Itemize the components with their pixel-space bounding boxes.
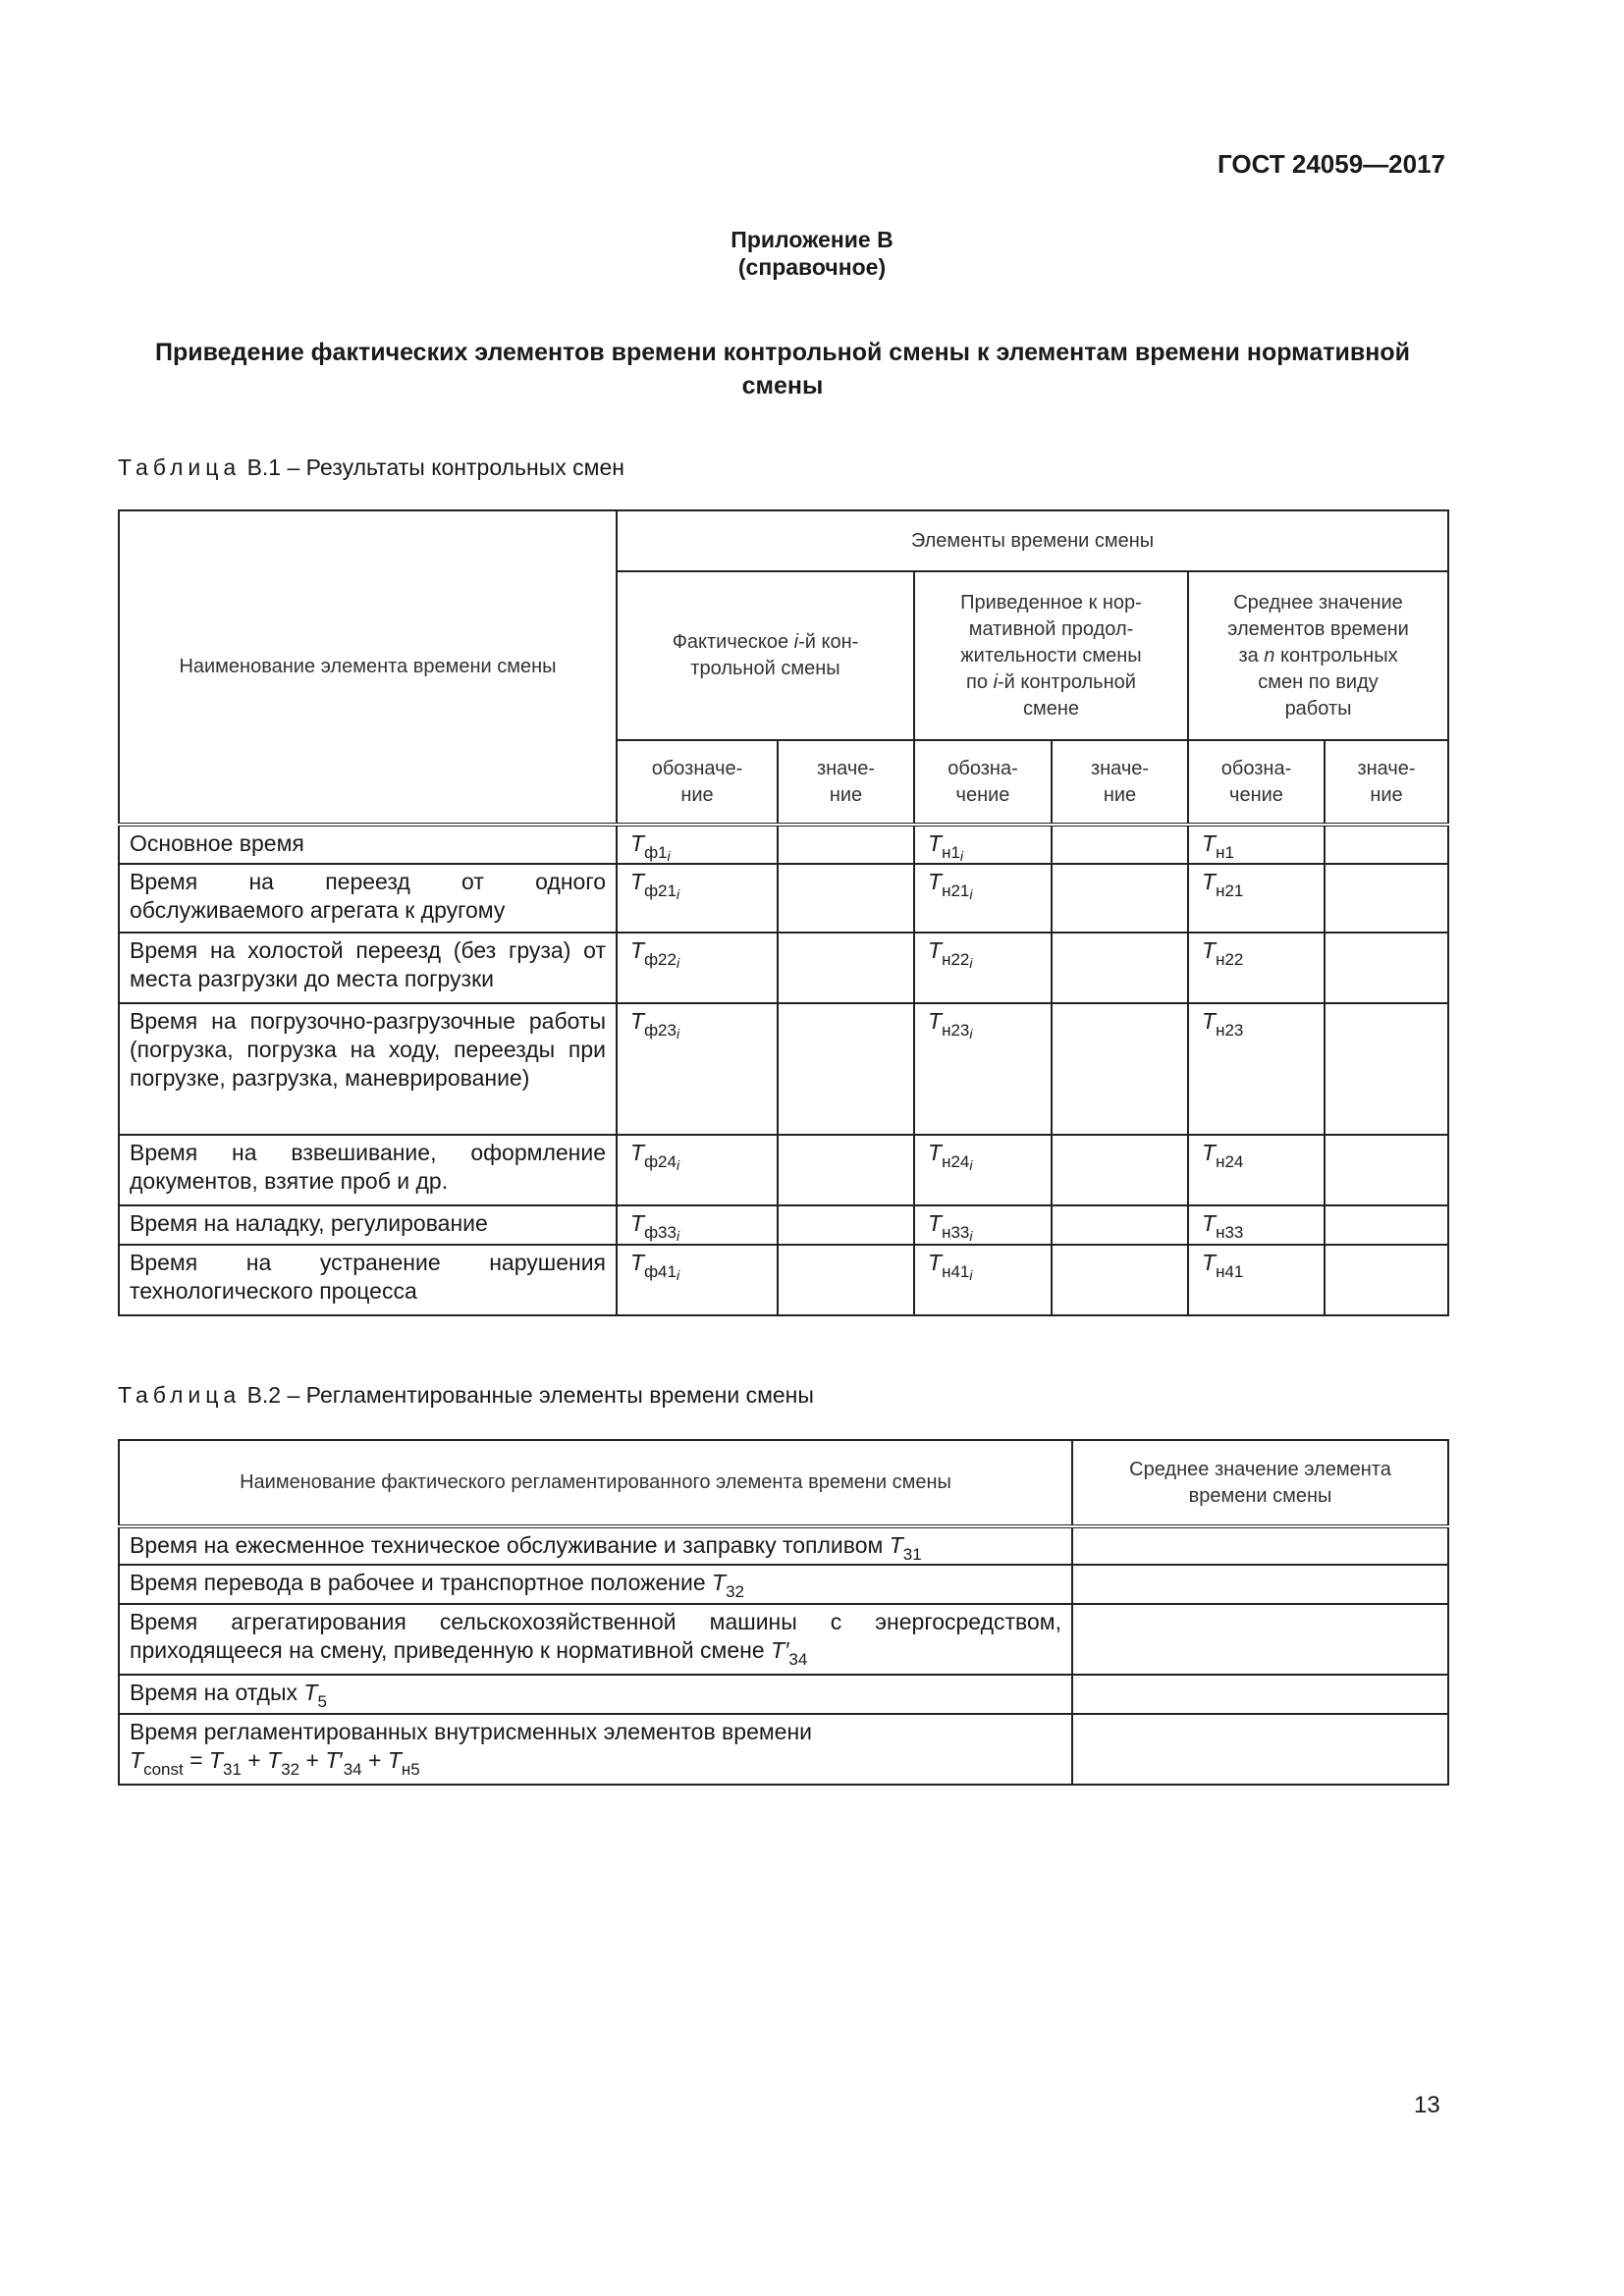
table-row: [119, 1604, 1448, 1675]
symbol-subscript: ф21: [644, 881, 677, 900]
designation-actual: $T_{ф41i}$: [617, 1245, 778, 1315]
element-symbol: $T_{32}$: [712, 1570, 745, 1601]
element-name-text: Время агрегатирования сельскохозяйственной машины с энергосредством, приходящееся на смену, приведенную к нормативной смене: [130, 1609, 1061, 1663]
value-average: [1325, 864, 1448, 933]
symbol-subscript: ф1: [644, 843, 668, 862]
row-element-name: Время на холостой переезд (без груза) от места разгрузки до места погрузки: [119, 933, 617, 1003]
designation-average: $T_{н41}$: [1188, 1245, 1325, 1315]
value-actual: [778, 1135, 914, 1205]
value-actual: [778, 1245, 914, 1315]
value-actual: [778, 825, 914, 864]
value-actual: [778, 864, 914, 933]
table-row: [119, 825, 1448, 864]
symbol-subscript: н41: [942, 1262, 970, 1281]
table-row: [119, 1205, 1448, 1245]
value-average: [1325, 1003, 1448, 1135]
designation-actual: $T_{ф33i}$: [617, 1205, 778, 1245]
designation-reduced: $T_{н41i}$: [914, 1245, 1052, 1315]
value-actual: [778, 1003, 914, 1135]
col-header-reduced: Приведенное к нор- мативной продол- жительности смены по i-й контрольной смене: [914, 571, 1188, 740]
symbol-subscript: н33: [1216, 1223, 1244, 1242]
table1-caption: [118, 454, 624, 481]
symbol-subscript: н24: [942, 1152, 970, 1171]
designation-reduced: $T_{н24i}$: [914, 1135, 1052, 1205]
col-header-regulated-element-name: Наименование фактического регламентированного элемента времени смены: [119, 1440, 1072, 1526]
row-regulated-element-name: [119, 1526, 1072, 1565]
table-row: [119, 864, 1448, 933]
row-element-name: Время на погрузочно-разгрузочные работы (погрузка, погрузка на ходу, переезды при погрузке, разгрузка, маневрирование): [119, 1003, 617, 1135]
value-average: [1325, 1205, 1448, 1245]
designation-average: $T_{н24}$: [1188, 1135, 1325, 1205]
table-row: [119, 933, 1448, 1003]
element-symbol: $T'_{34}$: [771, 1637, 808, 1669]
col-header-value-average: значе- ние: [1325, 740, 1448, 825]
symbol-subscript: 32: [726, 1582, 745, 1601]
value-reduced: [1052, 933, 1188, 1003]
row-element-name: Время на наладку, регулирование: [119, 1205, 617, 1245]
element-name-text: Время на ежесменное техническое обслуживание и заправку топливом: [130, 1532, 884, 1558]
symbol-subscript: н22: [942, 950, 970, 969]
col-header-designation-actual: обозначе- ние: [617, 740, 778, 825]
row-average-value: [1072, 1714, 1448, 1785]
element-symbol: $T_{31}$: [889, 1532, 922, 1564]
col-header-designation-reduced: обозна- чение: [914, 740, 1052, 825]
symbol-subscript: ф22: [644, 950, 677, 969]
row-average-value: [1072, 1526, 1448, 1565]
table-row: [119, 1245, 1448, 1315]
col-header-element-name: Наименование элемента времени смены: [119, 510, 617, 825]
col-header-designation-average: обозна- чение: [1188, 740, 1325, 825]
symbol-subscript: н22: [1216, 950, 1244, 969]
symbol-subscript: н21: [1216, 881, 1244, 900]
element-name-text: Время на отдых: [130, 1680, 298, 1705]
row-element-name: Время на устранение нарушения технологического процесса: [119, 1245, 617, 1315]
value-reduced: [1052, 1245, 1188, 1315]
table1-caption-text: В.1 – Результаты контрольных смен: [246, 454, 624, 480]
row-regulated-element-name: [119, 1565, 1072, 1604]
value-average: [1325, 933, 1448, 1003]
table-row: [119, 1135, 1448, 1205]
value-actual: [778, 933, 914, 1003]
symbol-subscript: н1: [1216, 843, 1234, 862]
symbol-subscript: ф24: [644, 1152, 677, 1171]
designation-average: $T_{н22}$: [1188, 933, 1325, 1003]
symbol-subscript: ф23: [644, 1021, 677, 1040]
row-element-name: Основное время: [119, 825, 617, 864]
symbol-subscript: 31: [902, 1545, 922, 1564]
table2-caption-text: В.2 – Регламентированные элементы времени смены: [246, 1382, 814, 1408]
symbol-subscript: н23: [942, 1021, 970, 1040]
value-reduced: [1052, 825, 1188, 864]
designation-average: $T_{н1}$: [1188, 825, 1325, 864]
designation-reduced: $T_{н1i}$: [914, 825, 1052, 864]
designation-average: $T_{н33}$: [1188, 1205, 1325, 1245]
designation-average: $T_{н23}$: [1188, 1003, 1325, 1135]
row-average-value: [1072, 1604, 1448, 1675]
table-row: [119, 1565, 1448, 1604]
row-average-value: [1072, 1565, 1448, 1604]
row-element-name: Время на взвешивание, оформление документов, взятие проб и др.: [119, 1135, 617, 1205]
table-control-shift-results: [118, 509, 1449, 1316]
symbol-subscript: н41: [1216, 1262, 1244, 1281]
col-header-group: Элементы времени смены: [617, 510, 1448, 571]
row-regulated-element-name: [119, 1604, 1072, 1675]
value-average: [1325, 1245, 1448, 1315]
row-regulated-element-name: [119, 1675, 1072, 1714]
symbol-subscript: ф41: [644, 1262, 677, 1281]
page-number: 13: [1414, 2092, 1440, 2118]
symbol-subscript: н24: [1216, 1152, 1244, 1171]
col-header-average-value: Среднее значение элемента времени смены: [1072, 1440, 1448, 1526]
symbol-subscript: н21: [942, 881, 970, 900]
element-name-text: Время регламентированных внутрисменных элементов времени: [130, 1719, 813, 1744]
value-reduced: [1052, 1003, 1188, 1135]
annex-status: (справочное): [737, 254, 887, 280]
col-header-actual: Фактическое i-й кон- трольной смены: [617, 571, 914, 740]
col-header-value-reduced: значе- ние: [1052, 740, 1188, 825]
value-reduced: [1052, 1205, 1188, 1245]
element-name-text: Время перевода в рабочее и транспортное положение: [130, 1570, 706, 1595]
table-regulated-elements: [118, 1439, 1449, 1786]
symbol-subscript: ф33: [644, 1223, 677, 1242]
row-regulated-element-name: [119, 1714, 1072, 1785]
annex-title: Приложение В: [731, 227, 893, 252]
value-actual: [778, 1205, 914, 1245]
row-average-value: [1072, 1675, 1448, 1714]
value-average: [1325, 825, 1448, 864]
annex-heading: [0, 226, 1624, 281]
table2-caption-word: Таблица: [118, 1382, 242, 1408]
value-reduced: [1052, 864, 1188, 933]
designation-reduced: $T_{н22i}$: [914, 933, 1052, 1003]
element-symbol: $T_5$: [303, 1680, 327, 1711]
col-header-value-actual: значе- ние: [778, 740, 914, 825]
designation-average: $T_{н21}$: [1188, 864, 1325, 933]
element-symbol: $T_{const} = T_{31} + T_{32} + T'_{34} + T_{н5}$: [130, 1747, 420, 1779]
table-row: [119, 1675, 1448, 1714]
row-element-name: Время на переезд от одного обслуживаемого агрегата к другому: [119, 864, 617, 933]
table-row: [119, 1714, 1448, 1785]
symbol-subscript: const: [143, 1760, 184, 1779]
col-header-average: Среднее значение элементов времени за n контрольных смен по виду работы: [1188, 571, 1448, 740]
designation-actual: $T_{ф23i}$: [617, 1003, 778, 1135]
symbol-subscript: н33: [942, 1223, 970, 1242]
value-reduced: [1052, 1135, 1188, 1205]
table1-caption-word: Таблица: [118, 454, 242, 480]
symbol-subscript: н23: [1216, 1021, 1244, 1040]
symbol-subscript: 34: [788, 1650, 808, 1669]
designation-reduced: $T_{н33i}$: [914, 1205, 1052, 1245]
standard-number: ГОСТ 24059—2017: [1218, 149, 1445, 179]
designation-actual: $T_{ф1i}$: [617, 825, 778, 864]
table-row: [119, 1526, 1448, 1565]
designation-actual: $T_{ф22i}$: [617, 933, 778, 1003]
value-average: [1325, 1135, 1448, 1205]
designation-reduced: $T_{н23i}$: [914, 1003, 1052, 1135]
symbol-subscript: 5: [317, 1692, 327, 1711]
designation-reduced: $T_{н21i}$: [914, 864, 1052, 933]
symbol-subscript: н1: [942, 843, 960, 862]
designation-actual: $T_{ф24i}$: [617, 1135, 778, 1205]
section-title: Приведение фактических элементов времени контрольной смены к элементам времени нормативной смены: [155, 339, 1410, 400]
table2-caption: [118, 1382, 814, 1409]
designation-actual: $T_{ф21i}$: [617, 864, 778, 933]
table-row: [119, 1003, 1448, 1135]
